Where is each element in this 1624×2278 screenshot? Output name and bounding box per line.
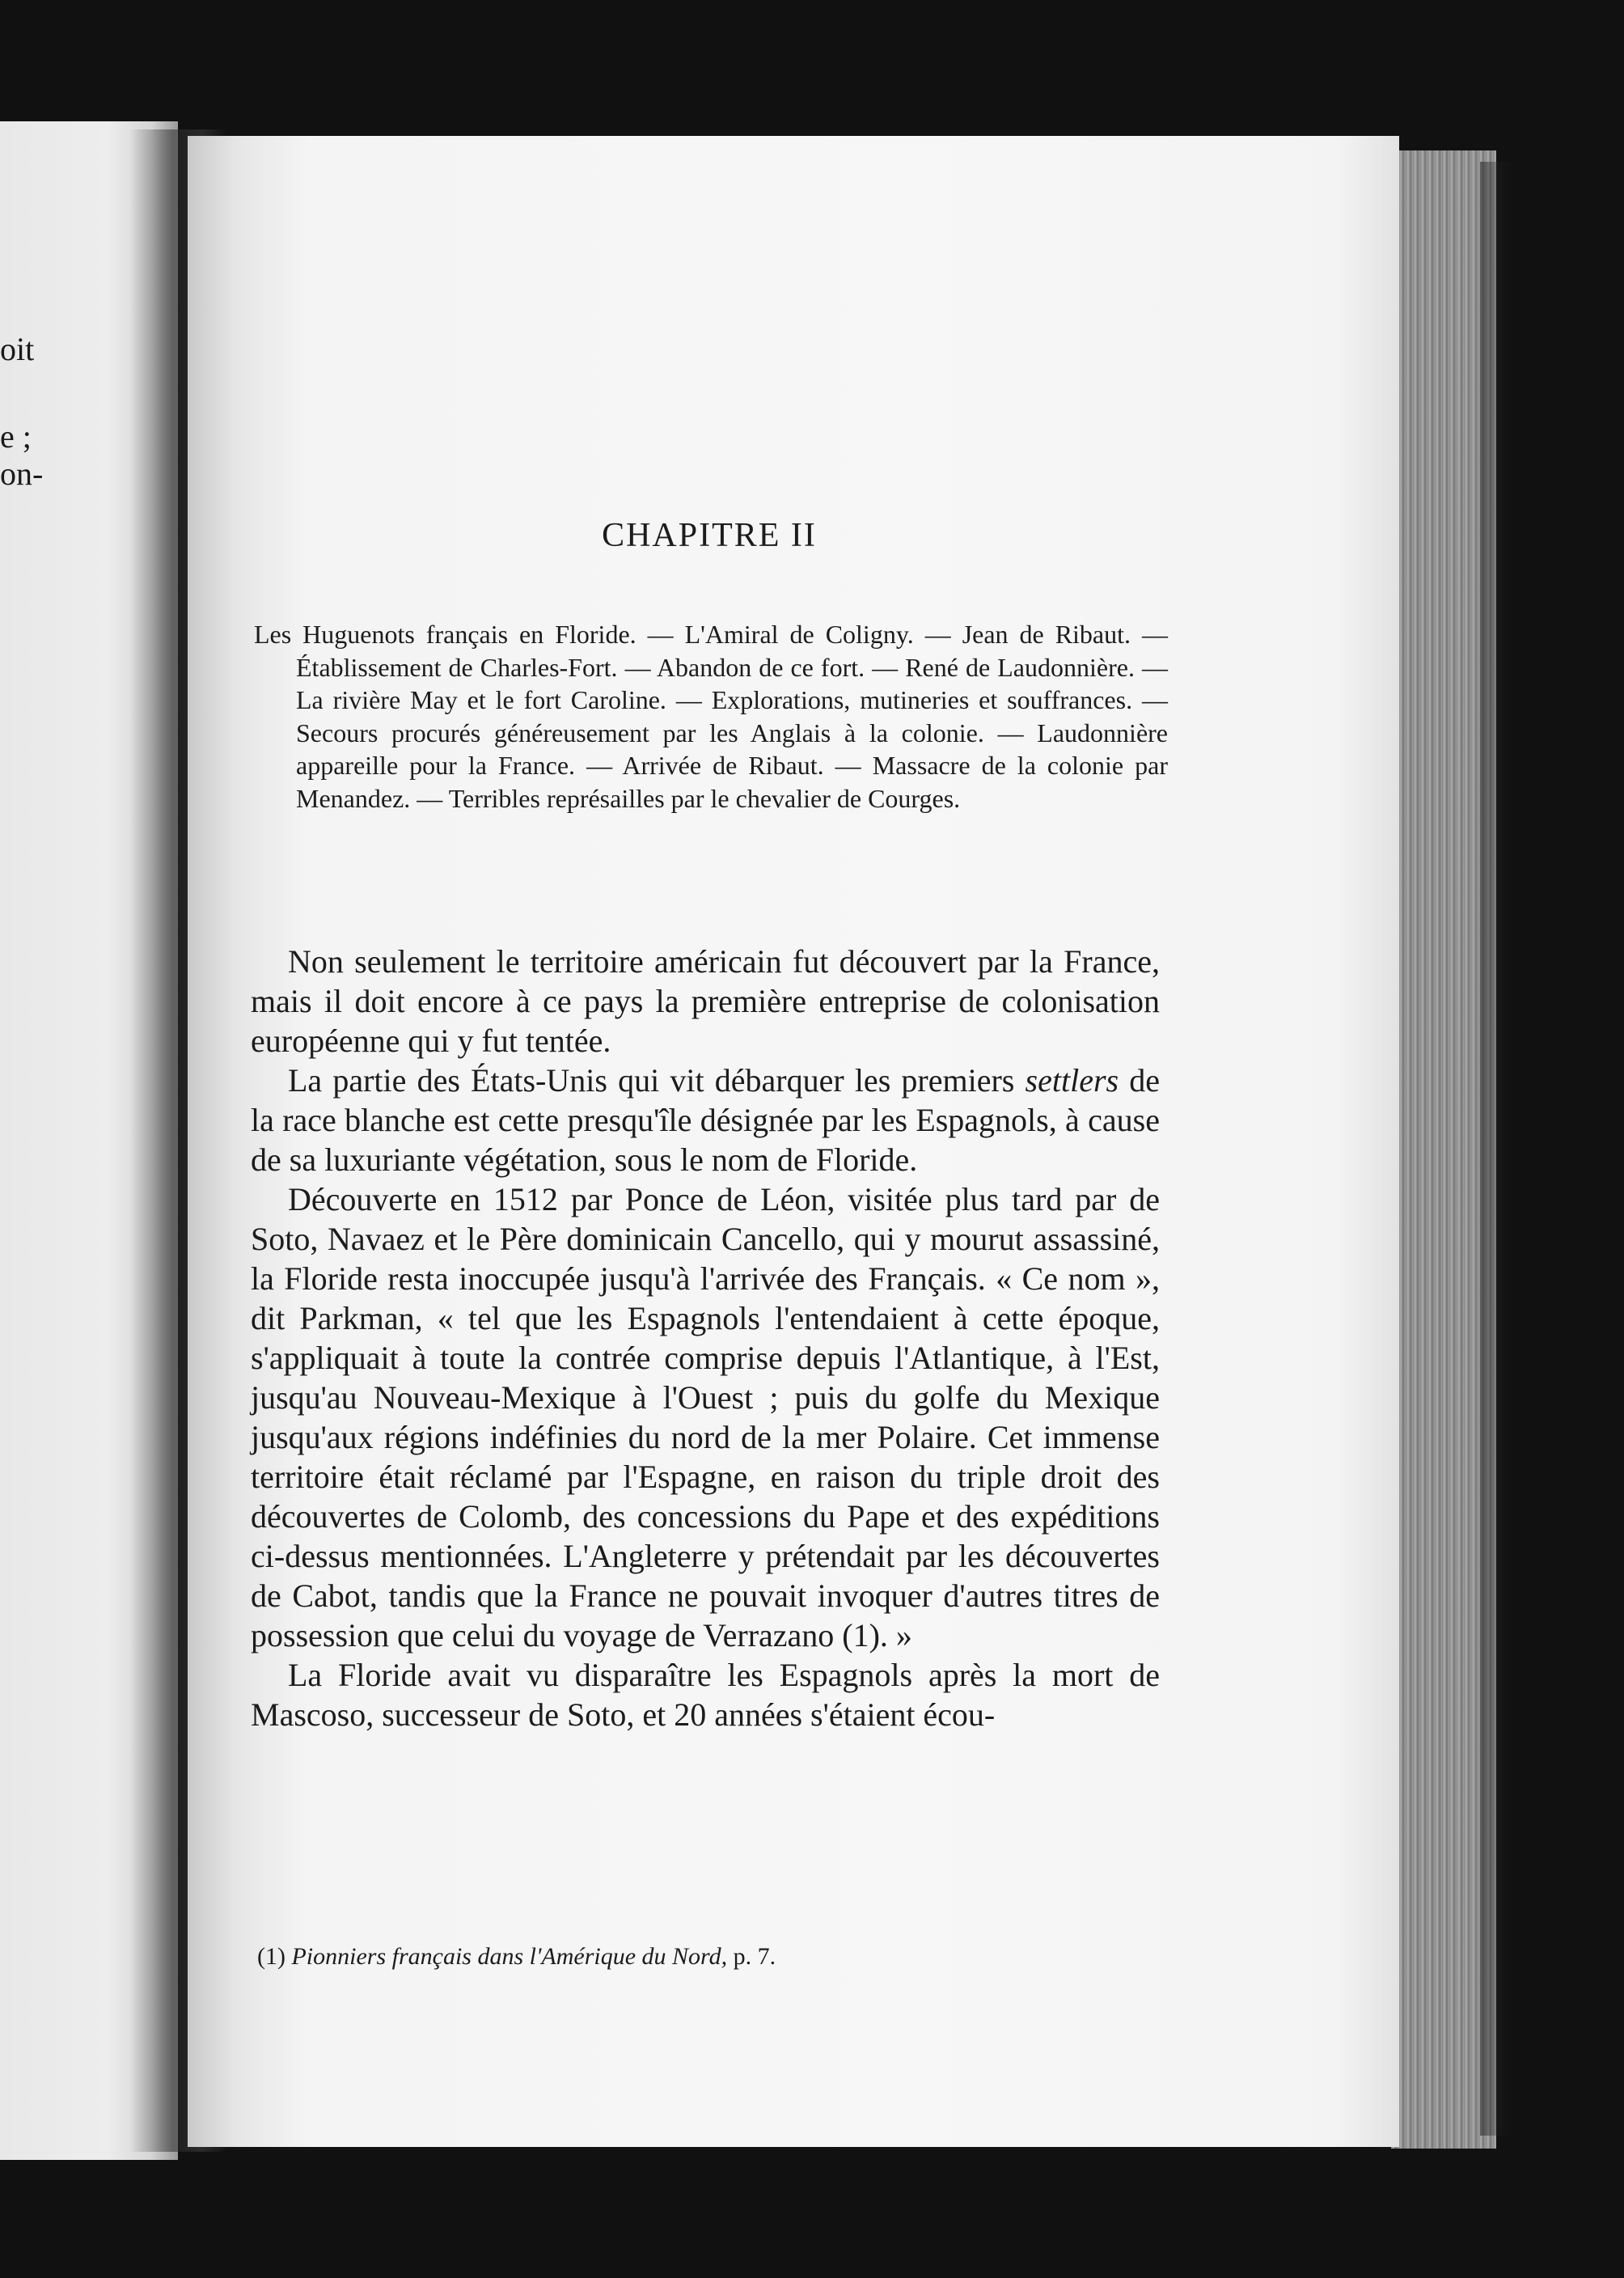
left-page-fragment: e ; (0, 418, 32, 455)
chapter-summary: Les Huguenots français en Floride. — L'Amiral de Coligny. — Jean de Ribaut. — Établissement de Charles-Fort. — Abandon de ce fort. — René de Laudonnière. — La rivière May et le fort Caroline. — Explorations, mutineries et souffrances. — Secours procurés généreusement par les Anglais à la colonie. — Laudonnière appareille pour la France. — Arrivée de Ribaut. — Massacre de la colonie par Menandez. — Terribles représailles par le chevalier de Courges. (254, 620, 1168, 813)
body-text (251, 942, 1160, 1734)
footnote-page-ref: p. 7. (733, 1943, 776, 1970)
left-page-fragment: oit (0, 331, 35, 367)
chapter-title: CHAPITRE II (602, 517, 817, 554)
paragraph-text: La partie des États-Unis qui vit débarquer les premiers (288, 1062, 1026, 1099)
footnote (257, 1941, 1147, 1972)
footnote-title: Pionniers français dans l'Amérique du Nord, (291, 1943, 728, 1970)
page-edges-shadow (1480, 162, 1512, 2136)
left-page-fragment: on- (0, 455, 44, 492)
paragraph: Découverte en 1512 par Ponce de Léon, visitée plus tard par de Soto, Navaez et le Père dominicain Cancello, qui y mourut assassiné, la Floride resta inoccupée jusqu'à l'arrivée des Français. « Ce nom », dit Parkman, « tel que les Espagnols l'entendaient à cette époque, s'appliquait à toute la contrée comprise depuis l'Atlantique, à l'Est, jusqu'au Nouveau-Mexique à l'Ouest ; puis du golfe du Mexique jusqu'aux régions indéfinies du nord de la mer Polaire. Cet immense territoire était réclamé par l'Espagne, en raison du triple droit des découvertes de Colomb, des concessions du Pape et des expéditions ci-dessus mentionnées. L'Angleterre y prétendait par les découvertes de Cabot, tandis que la France ne pouvait invoquer d'autres titres de possession que celui du voyage de Verrazano (1). » (251, 1181, 1160, 1653)
paragraph (251, 1061, 1160, 1179)
paragraph: Non seulement le territoire américain fut découvert par la France, mais il doit encore à ce pays la première entreprise de colonisation européenne qui y fut tentée. (251, 943, 1160, 1059)
italic-term: settlers (1025, 1062, 1119, 1099)
footnote-marker: (1) (257, 1943, 285, 1970)
paragraph: La Floride avait vu disparaître les Espagnols après la mort de Mascoso, successeur de Soto, et 20 années s'étaient écou- (251, 1657, 1160, 1733)
paragraph-text: de la race blanche est cette presqu'île désignée par les Espagnols, à cause de sa luxuriante végétation, sous le nom de Floride. (251, 1062, 1160, 1178)
